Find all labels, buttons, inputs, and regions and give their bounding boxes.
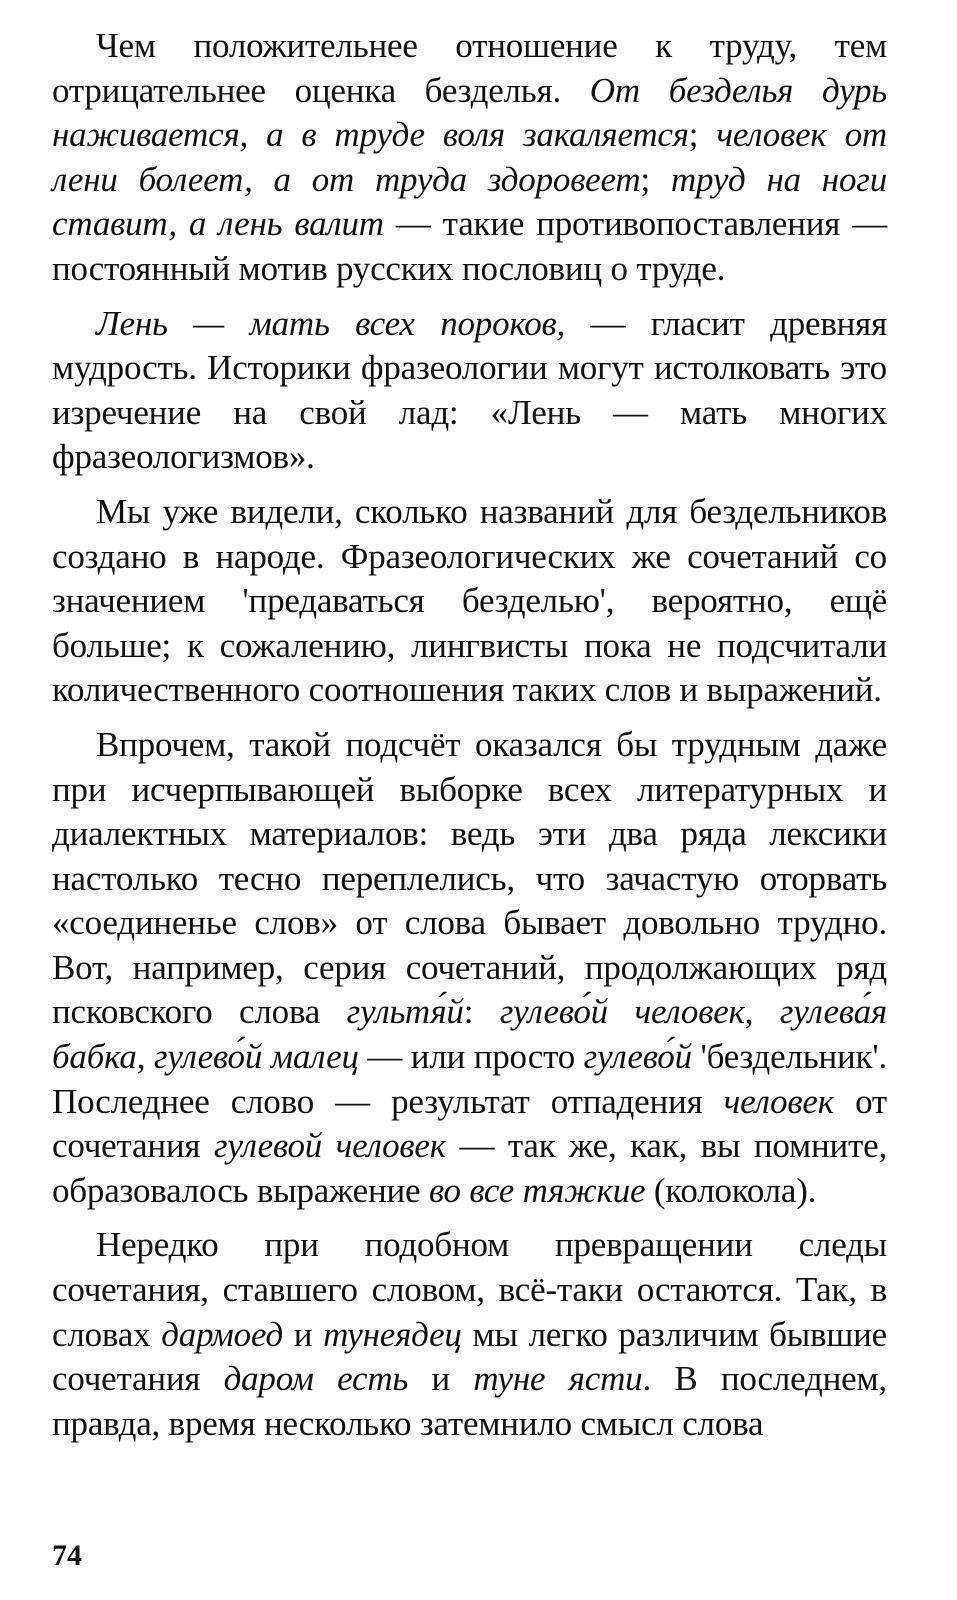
italic-phrase: во все тяжкие [428,1170,646,1210]
text-run: , [136,1037,154,1077]
italic-phrase: гулево́й малец [153,1037,359,1077]
text-run: — или просто [358,1037,584,1077]
paragraph-3 [52,490,887,713]
text-run: и [408,1359,474,1399]
text-run: и [282,1314,324,1354]
italic-phrase: гулево́й [583,1037,692,1077]
italic-phrase: труд на ноги ставит, а лень валит [52,159,888,244]
text-run: , [744,992,780,1032]
paragraph-5 [52,1223,887,1446]
paragraph-1 [52,24,887,292]
italic-phrase: гулева́я бабка [52,992,887,1077]
text-run: ; [640,159,671,199]
text-run: Чем положительнее отношение к труду, тем отрицательнее оценка безделья. [52,26,887,110]
italic-phrase: От безделья дурь наживается, а в труде воля закаляется [52,70,887,155]
text-run: — так же, как, вы помните, образовалось выражение [52,1126,887,1210]
paragraph-2 [52,302,887,480]
italic-phrase: туне ясти [473,1359,643,1399]
text-run: — такие противопоставления — постоянный мотив русских пословиц о труде. [52,204,887,288]
text-run: мы легко различим бывшие сочетания [52,1314,888,1399]
italic-phrase: гулевой человек [213,1126,446,1166]
text-run: ; [688,115,717,155]
text-run: — гласит древняя мудрость. Историки фразеологии могут истолковать это изречение на свой лад: «Лень — мать многих фразеологизмов». [52,303,887,477]
italic-phrase: дармоед [161,1314,283,1354]
italic-phrase: человек от лени болеет, а от труда здоровеет [52,115,887,199]
text-run: Мы уже видели, сколько названий для бездельников создано в народе. Фразеологических же сочетаний со значением 'предаваться безделью', вероятно, ещё больше; к сожалению, лингвисты пока не подсчитали количественного соотношения таких слов и выражений. [52,491,887,710]
page-number: 74 [52,1539,82,1572]
text-run: Нередко при подобном превращении следы сочетания, ставшего словом, всё-таки остаются. Так, в словах [52,1225,887,1354]
italic-phrase: Лень — мать всех пороков, [96,303,566,343]
italic-phrase: гулево́й человек [499,992,745,1032]
italic-phrase: человек [723,1081,834,1121]
text-run: : [463,992,500,1032]
text-run: Впрочем, такой подсчёт оказался бы трудным даже при исчерпывающей выборке всех литературных и диалектных материалов: ведь эти два ряда лексики настолько тесно переплелись, что зачастую оторвать «соединенье слов» от слова бывает довольно трудно. Вот, например, серия сочетаний, продолжающих ряд псковского слова [52,724,887,1032]
italic-phrase: даром есть [223,1359,409,1399]
text-run: (колокола). [645,1170,817,1210]
paragraph-4 [52,723,887,1214]
italic-phrase: тунеядец [323,1314,462,1354]
text-run: 'бездельник'. Последнее слово — результат отпадения [52,1037,887,1121]
text-run: от сочетания [52,1081,887,1166]
italic-phrase: гультя́й [346,992,464,1032]
body-text [52,24,887,1446]
text-run: . В последнем, правда, время несколько затемнило смысл слова [52,1359,887,1443]
